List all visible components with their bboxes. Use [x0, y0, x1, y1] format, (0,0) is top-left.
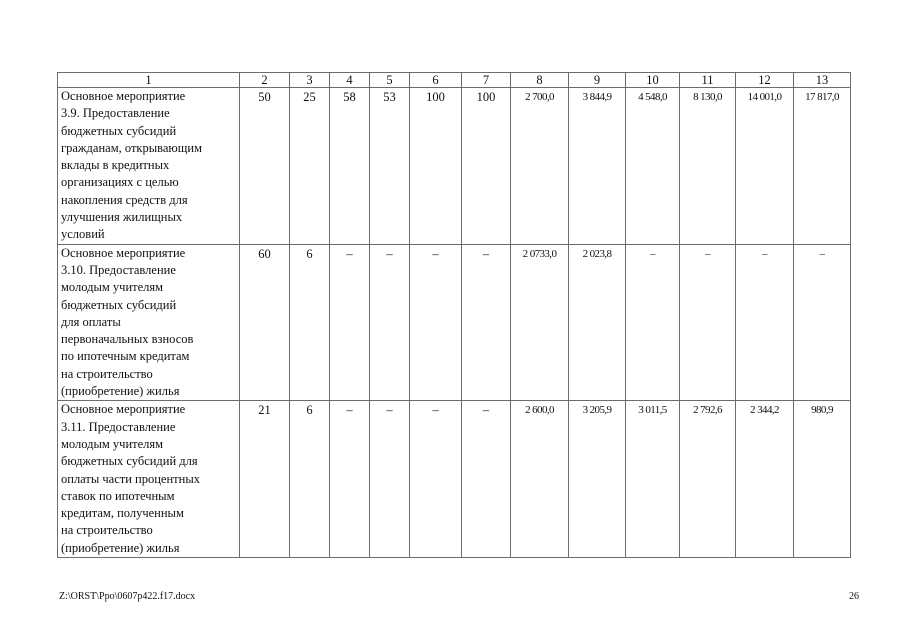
value-cell-col-5: 53	[370, 88, 410, 245]
page-number: 26	[849, 591, 859, 602]
value-cell-col-13: 980,9	[794, 401, 851, 558]
activity-name-line: ставок по ипотечным	[61, 488, 175, 503]
activity-name-line: вклады в кредитных	[61, 158, 170, 173]
table-row	[58, 244, 851, 401]
table-row	[58, 401, 851, 558]
value-cell-col-8: 2 700,0	[511, 88, 569, 245]
activity-name-line: 3.11. Предоставление	[61, 419, 176, 434]
value-cell-col-10: 3 011,5	[626, 401, 680, 558]
value-cell-col-6: –	[410, 244, 462, 401]
activity-name-line: (приобретение) жилья	[61, 384, 180, 399]
value-cell-col-3: 6	[290, 401, 330, 558]
activity-name-line: Основное мероприятие	[61, 402, 186, 417]
activity-name-line: бюджетных субсидий для	[61, 454, 198, 469]
activity-name-line: молодым учителям	[61, 280, 164, 295]
value-cell-col-10: 4 548,0	[626, 88, 680, 245]
column-header-11: 11	[680, 73, 736, 88]
activity-name-cell	[58, 88, 240, 245]
value-cell-col-2: 50	[240, 88, 290, 245]
value-cell-col-8: 2 0733,0	[511, 244, 569, 401]
activity-name-line: 3.9. Предоставление	[61, 106, 170, 121]
column-header-3: 3	[290, 73, 330, 88]
table-row	[58, 88, 851, 245]
activity-name-line: 3.10. Предоставление	[61, 262, 176, 277]
value-cell-col-11: –	[680, 244, 736, 401]
value-cell-col-9: 3 844,9	[569, 88, 626, 245]
activity-name-line: на строительство	[61, 366, 153, 381]
column-header-7: 7	[462, 73, 511, 88]
value-cell-col-11: 2 792,6	[680, 401, 736, 558]
activity-name-line: Основное мероприятие	[61, 89, 186, 103]
column-header-1: 1	[58, 73, 240, 88]
activity-name-line: оплаты части процентных	[61, 471, 200, 486]
column-header-9: 9	[569, 73, 626, 88]
value-cell-col-3: 6	[290, 244, 330, 401]
activity-name-line: (приобретение) жилья	[61, 540, 180, 555]
activity-name-line: первоначальных взносов	[61, 332, 194, 347]
activity-name-line: условий	[61, 227, 105, 242]
activity-name-line: молодым учителям	[61, 436, 164, 451]
activity-name-line: организациях с целью	[61, 175, 179, 190]
value-cell-col-7: 100	[462, 88, 511, 245]
value-cell-col-12: –	[736, 244, 794, 401]
value-cell-col-7: –	[462, 244, 511, 401]
value-cell-col-8: 2 600,0	[511, 401, 569, 558]
value-cell-col-4: –	[330, 401, 370, 558]
activity-name-line: улучшения жилищных	[61, 210, 183, 225]
value-cell-col-10: –	[626, 244, 680, 401]
value-cell-col-11: 8 130,0	[680, 88, 736, 245]
value-cell-col-9: 2 023,8	[569, 244, 626, 401]
value-cell-col-3: 25	[290, 88, 330, 245]
value-cell-col-12: 14 001,0	[736, 88, 794, 245]
activity-name-line: гражданам, открывающим	[61, 140, 202, 155]
activity-name-line: бюджетных субсидий	[61, 297, 177, 312]
activity-name-line: по ипотечным кредитам	[61, 349, 190, 364]
activity-name-line: на строительство	[61, 523, 153, 538]
column-header-6: 6	[410, 73, 462, 88]
value-cell-col-4: –	[330, 244, 370, 401]
column-header-2: 2	[240, 73, 290, 88]
column-header-12: 12	[736, 73, 794, 88]
activity-name-cell	[58, 401, 240, 558]
column-header-4: 4	[330, 73, 370, 88]
activity-name-line: накопления средств для	[61, 192, 188, 207]
value-cell-col-2: 60	[240, 244, 290, 401]
value-cell-col-13: 17 817,0	[794, 88, 851, 245]
value-cell-col-6: –	[410, 401, 462, 558]
value-cell-col-6: 100	[410, 88, 462, 245]
footer-file-path: Z:\ORST\Ppo\0607p422.f17.docx	[59, 591, 196, 602]
activity-name-line: кредитам, полученным	[61, 506, 184, 521]
column-header-13: 13	[794, 73, 851, 88]
value-cell-col-5: –	[370, 244, 410, 401]
table-body	[58, 88, 851, 558]
header-row	[58, 73, 851, 88]
value-cell-col-9: 3 205,9	[569, 401, 626, 558]
activity-name-line: для оплаты	[61, 314, 121, 329]
activity-name-line: бюджетных субсидий	[61, 123, 177, 138]
data-table	[57, 72, 851, 558]
value-cell-col-12: 2 344,2	[736, 401, 794, 558]
value-cell-col-7: –	[462, 401, 511, 558]
column-header-10: 10	[626, 73, 680, 88]
activity-name-line: Основное мероприятие	[61, 245, 186, 260]
value-cell-col-5: –	[370, 401, 410, 558]
value-cell-col-2: 21	[240, 401, 290, 558]
value-cell-col-4: 58	[330, 88, 370, 245]
table-header	[58, 73, 851, 88]
value-cell-col-13: –	[794, 244, 851, 401]
activity-name-cell	[58, 244, 240, 401]
column-header-5: 5	[370, 73, 410, 88]
column-header-8: 8	[511, 73, 569, 88]
